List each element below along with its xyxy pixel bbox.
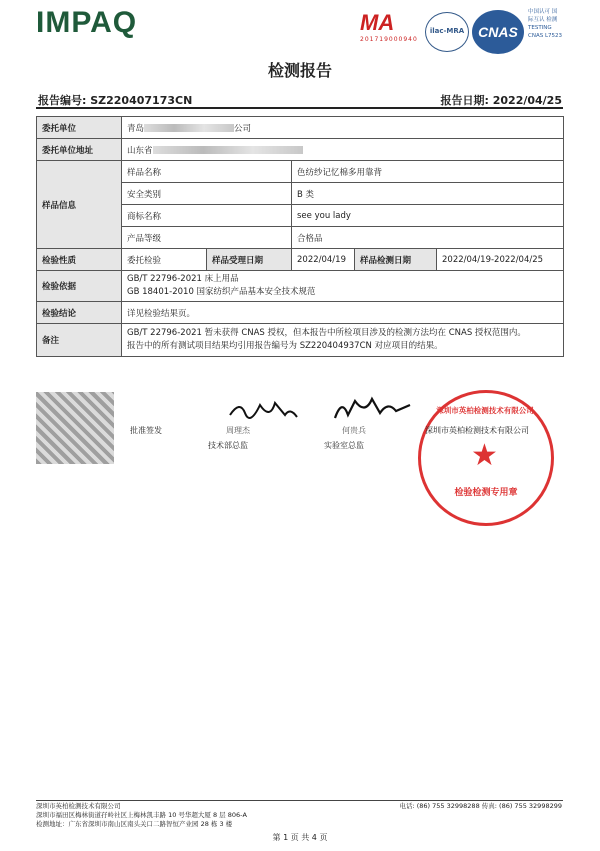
address-label: 委托单位地址 [37, 139, 122, 161]
stamp-text: 检验检测专用章 [454, 488, 518, 498]
test-date-value: 2022/04/19-2022/04/25 [437, 249, 564, 271]
inspection-type-label: 检验性质 [37, 249, 122, 271]
address-value-start: 山东省 [127, 145, 153, 156]
footer-phone: 电话: (86) 755 32998288 传真: (86) 755 32998299 [399, 802, 562, 810]
grade-value: 合格品 [292, 227, 564, 249]
ilac-text: ilac-MRA [429, 27, 465, 35]
remarks-value [122, 324, 564, 357]
stamp-star-icon: ★ [471, 438, 498, 473]
official-stamp [418, 390, 554, 526]
remarks-label: 备注 [37, 324, 122, 357]
brand-value: see you lady [292, 205, 564, 227]
signer-2-title: 实验室总监 [324, 441, 364, 450]
address-value [122, 139, 564, 161]
ilac-mra-mark [425, 12, 469, 52]
basis-value [122, 271, 564, 302]
cnas-caption-cn: 中国认可 国际互认 检测 [528, 9, 558, 23]
report-number: 报告编号: SZ220407173CN [38, 94, 193, 107]
conclusion-label: 检验结论 [37, 302, 122, 324]
sample-name-value: 色纺纱记忆棉多用靠背 [292, 161, 564, 183]
received-date-value: 2022/04/19 [292, 249, 355, 271]
safety-category-label: 安全类别 [122, 183, 292, 205]
stamp-overlap-text: 深圳市英柏检测技术有限公司 [425, 426, 529, 435]
document-title: 检测报告 [267, 61, 332, 80]
client-label: 委托单位 [37, 117, 122, 139]
report-table [36, 116, 564, 357]
basis-row [37, 271, 564, 302]
cnas-caption [528, 8, 588, 40]
received-date-label: 样品受理日期 [207, 249, 292, 271]
sample-row [37, 161, 564, 183]
client-row [37, 117, 564, 139]
cnas-caption-testing: TESTING [528, 25, 552, 31]
remarks-row [37, 324, 564, 357]
remarks-line: GB/T 22796-2021 暂未获得 CNAS 授权，但本报告中所检项目涉及的检测方法均在 CNAS 授权范围内。 [127, 328, 526, 338]
client-value-start: 青岛 [127, 123, 145, 134]
redacted-block [144, 124, 234, 132]
footer-company: 深圳市英柏检测技术有限公司 [36, 802, 121, 810]
redacted-block [153, 146, 303, 154]
stamp-company: 深圳市英柏检测技术有限公司 [436, 406, 534, 415]
cnas-text: CNAS [478, 24, 518, 40]
footer-lab: 检测地址：广东省深圳市南山区南头关口二路智恒产业园 28 栋 3 楼 [36, 820, 233, 828]
cnas-mark [472, 10, 524, 54]
address-row [37, 139, 564, 161]
sample-name-label: 样品名称 [122, 161, 292, 183]
signer-1-name: 周理杰 [226, 426, 250, 435]
sample-info-label: 样品信息 [37, 161, 122, 249]
inspection-type-value: 委托检验 [122, 249, 207, 271]
test-date-label: 样品检测日期 [355, 249, 437, 271]
approve-label: 批准签发 [130, 426, 162, 435]
safety-category-value: B 类 [292, 183, 564, 205]
cma-number: 201719000940 [360, 36, 418, 43]
signature-2 [330, 393, 420, 423]
basis-line: GB/T 22796-2021 床上用品 [127, 274, 239, 284]
cma-mark [360, 10, 422, 50]
header-divider [36, 107, 563, 109]
footer-address: 深圳市福田区梅林街道孖岭社区上梅林凯丰路 10 号华超大厦 8 层 806-A [36, 811, 247, 819]
qr-code [36, 392, 114, 464]
client-value [122, 117, 564, 139]
basis-label: 检验依据 [37, 271, 122, 302]
brand-label: 商标名称 [122, 205, 292, 227]
inspection-row [37, 249, 564, 271]
client-value-end: 公司 [234, 123, 252, 134]
signer-1-title: 技术部总监 [208, 441, 248, 450]
conclusion-row [37, 302, 564, 324]
remarks-line: 报告中的所有测试项目结果均引用报告编号为 SZ220404937CN 对应项目的结果。 [127, 341, 443, 351]
report-date: 报告日期: 2022/04/25 [440, 94, 562, 107]
cnas-caption-code: CNAS L7523 [528, 33, 563, 39]
cma-logo-text: MA [360, 10, 395, 35]
impaq-logo: IMPAQ [36, 6, 138, 39]
page-number: 第 1 页 共 4 页 [272, 833, 328, 842]
basis-line: GB 18401-2010 国家纺织产品基本安全技术规范 [127, 287, 316, 297]
signature-1 [225, 395, 305, 425]
conclusion-value: 详见检验结果页。 [122, 302, 564, 324]
grade-label: 产品等级 [122, 227, 292, 249]
signer-2-name: 何贵兵 [342, 426, 366, 435]
